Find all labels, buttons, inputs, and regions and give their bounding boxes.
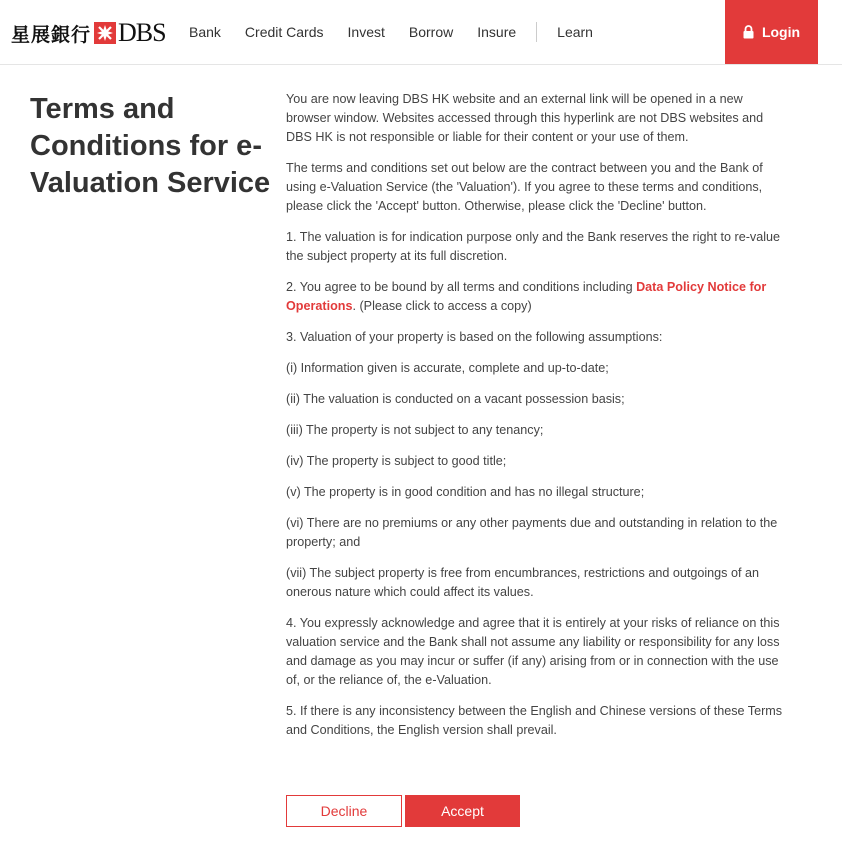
terms-content <box>286 90 788 752</box>
terms-intro: The terms and conditions set out below are the contract between you and the Bank of using e-Valuation Service (the 'Valuation'). If you agree to these terms and conditions, please click the 'Accept' button. Otherwise, please click the 'Decline' button. <box>286 161 763 213</box>
action-buttons <box>286 795 520 827</box>
data-policy-link[interactable]: Data Policy Notice for Operations <box>286 280 767 313</box>
logo-chinese-text: 星展銀行 <box>11 23 92 46</box>
site-header <box>0 0 842 65</box>
assumption-iii: (iii) The property is not subject to any tenancy; <box>286 423 544 437</box>
assumption-ii: (ii) The valuation is conducted on a vacant possession basis; <box>286 392 625 406</box>
nav-bank[interactable]: Bank <box>189 24 221 40</box>
term-2-suffix: . (Please click to access a copy) <box>352 299 532 313</box>
assumption-vi: (vi) There are no premiums or any other payments due and outstanding in relation to the property; and <box>286 516 778 549</box>
dbs-star-icon <box>94 22 116 44</box>
assumption-i: (i) Information given is accurate, complete and up-to-date; <box>286 361 609 375</box>
nav-divider <box>536 22 537 42</box>
nav-credit-cards[interactable]: Credit Cards <box>244 24 324 40</box>
term-5: 5. If there is any inconsistency between the English and Chinese versions of these Terms and Conditions, the English version shall prevail. <box>286 704 783 737</box>
nav-borrow[interactable]: Borrow <box>408 24 454 40</box>
lock-icon <box>743 25 754 39</box>
accept-button[interactable]: Accept <box>405 795 520 827</box>
assumption-v: (v) The property is in good condition and has no illegal structure; <box>286 485 645 499</box>
leaving-notice: You are now leaving DBS HK website and an external link will be opened in a new browser window. Websites accessed through this hyperlink are not DBS websites and DBS HK is not responsible or liable for their content or your use of them. <box>286 92 764 144</box>
logo-english-text: DBS <box>118 18 166 47</box>
term-4: 4. You expressly acknowledge and agree that it is entirely at your risks of reliance on this valuation service and the Bank shall not assume any liability or responsibility for any loss and damage as you may incur or suffer (if any) arising from or in connection with the use of, or the reliance of, the e-Valuation. <box>286 616 780 687</box>
term-3: 3. Valuation of your property is based on the following assumptions: <box>286 330 663 344</box>
decline-button[interactable]: Decline <box>286 795 402 827</box>
login-button[interactable] <box>725 0 818 64</box>
assumption-vii: (vii) The subject property is free from encumbrances, restrictions and outgoings of an onerous nature which could affect its values. <box>286 566 759 599</box>
nav-insure[interactable]: Insure <box>477 24 517 40</box>
login-label: Login <box>761 24 801 40</box>
dbs-logo[interactable] <box>11 18 166 48</box>
assumption-iv: (iv) The property is subject to good title; <box>286 454 507 468</box>
page-title: Terms and Conditions for e-Valuation Service <box>30 93 271 199</box>
term-2-text: 2. You agree to be bound by all terms and conditions including <box>286 280 637 294</box>
main-nav <box>177 0 605 64</box>
nav-invest[interactable]: Invest <box>347 24 385 40</box>
term-2 <box>286 278 788 316</box>
term-1: 1. The valuation is for indication purpose only and the Bank reserves the right to re-value the subject property at its full discretion. <box>286 230 781 263</box>
nav-learn[interactable]: Learn <box>557 24 593 40</box>
